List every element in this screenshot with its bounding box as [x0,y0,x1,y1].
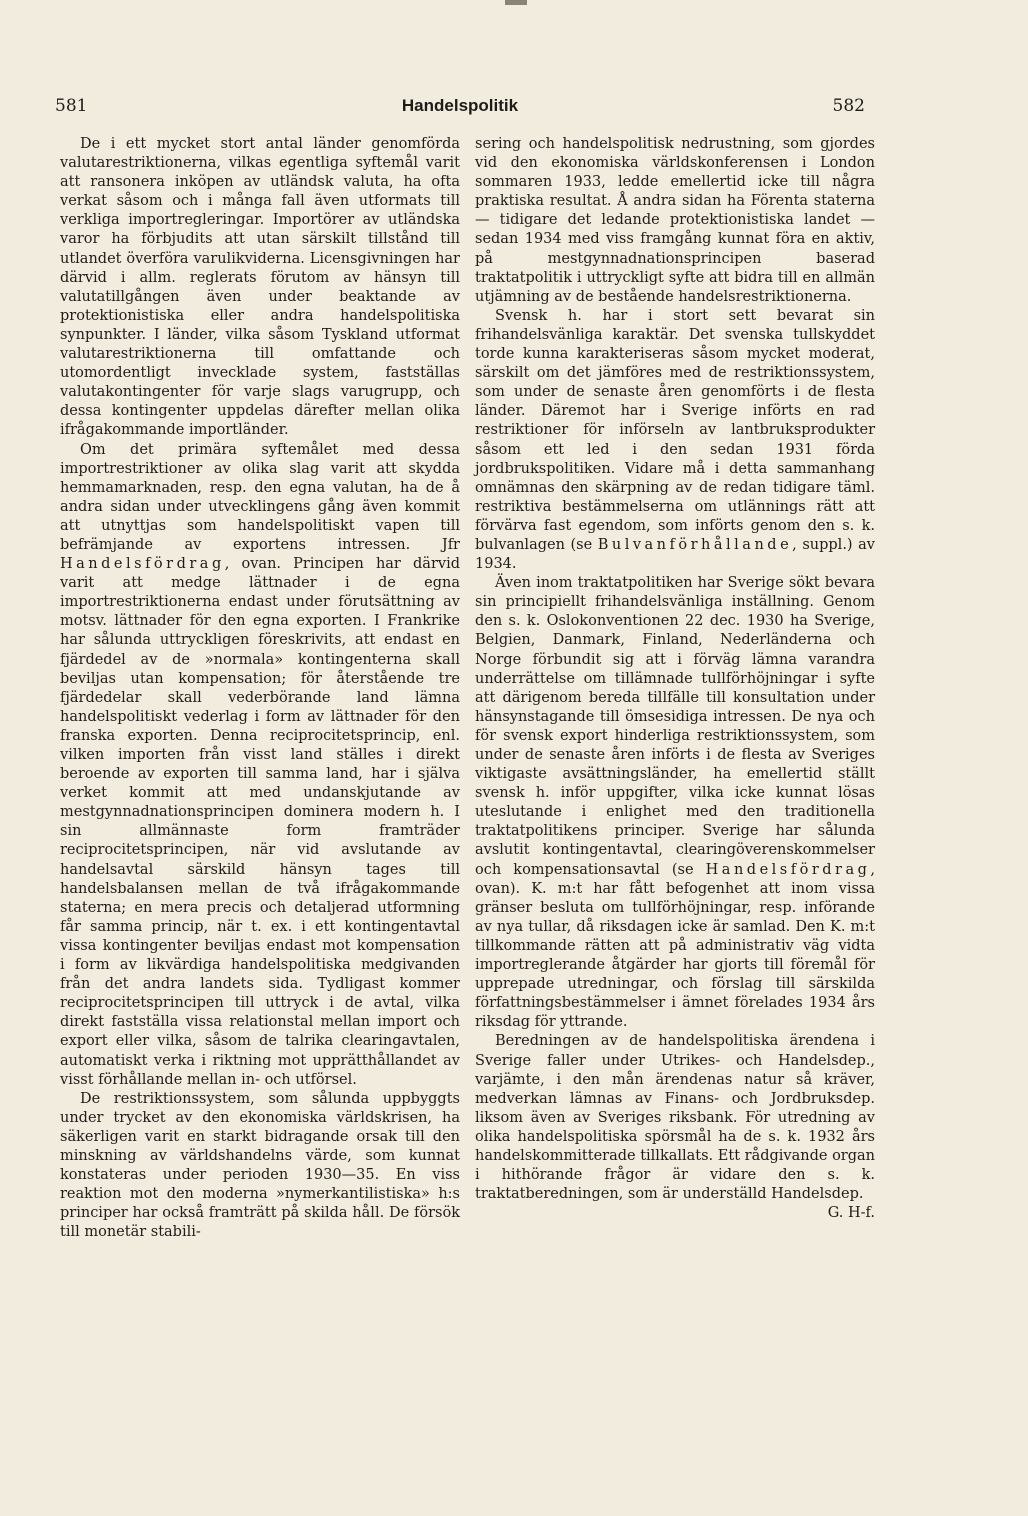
right-column [475,135,875,1223]
paragraph: sering och handelspolitisk nedrustning, som gjordes vid den ekonomiska världskonferensen i London sommaren 1933, ledde emellertid icke till några praktiska resultat. Å andra sidan ha Förenta staterna — tidigare det ledande protektionistiska landet — sedan 1934 med viss framgång kunnat föra en aktiv, på mestgynnadnationsprincipen baserad traktatpolitik i uttryckligt syfte att bidra till en allmän utjämning av de bestående handelsrestriktionerna. [475,136,875,305]
paragraph [475,307,875,574]
left-column [60,135,460,1242]
page-header [55,96,865,122]
paragraph: De i ett mycket stort antal länder genomförda valutarestriktionerna, vilkas egentliga syftemål varit att ransonera inköpen av utländsk valuta, ha ofta verkat såsom och i många fall även utformats till verkliga importregleringar. Importörer av utländska varor ha förbjudits att utan särskilt tillstånd till utlandet överföra varulikviderna. Licensgivningen har därvid i allm. reglerats förutom av hänsyn till valutatillgången även under beaktande av protektionistiska eller andra handelspolitiska synpunkter. I länder, vilka såsom Tyskland utformat valutarestriktionerna till omfattande och utomordentligt invecklade system, fastställas valutakontingenter för varje slags varugrupp, och dessa kontingenter uppdelas därefter mellan olika ifrågakommande importländer. [60,136,460,439]
running-title: Handelspolitik [401,96,519,115]
paragraph-text: , ovan). K. m:t har fått befogenhet att inom vissa gränser besluta om tullförhöjningar, resp. införande av nya tullar, då riksdagen icke är samlad. Den K. m:t tillkommande rätten att på administrativ väg vidta importreglerande åtgärder har gjorts till föremål för upprepade utredningar, och förslag till särskilda författningsbestämmelser i ämnet förelades 1934 års riksdag för yttrande. [475,861,876,1031]
cross-reference: Bulvanförhållande [597,536,793,553]
page-number-left: 581 [55,96,88,116]
page-number-right: 582 [832,96,865,116]
paragraph: De restriktionssystem, som sålunda uppbyggts under trycket av den ekonomiska världskrisen, ha säkerligen varit en starkt bidragande orsak till den minskning av världshandelns värde, som kunnat konstateras under perioden 1930—35. En viss reaktion mot den moderna »nymerkantilistiska» h:s principer har också framträtt på skilda håll. De försök till monetär stabili- [60,1090,460,1241]
cross-reference: Handelsfördrag [60,556,225,573]
paragraph-text: Beredningen av de handelspolitiska ärendena i Sverige faller under Utrikes- och Handelsdep., varjämte, i den mån ärendenas natur så kräver, medverkan lämnas av Finans- och Jordbruksdep. liksom även av Sveriges riksbank. För utredning av olika handelspolitiska spörsmål ha de s. k. 1932 års handelskommitterade tillkallats. Ett rådgivande organ i hithörande frågor är vidare den s. k. traktatberedningen, som är underställd Handelsdep. [475,1033,875,1203]
scan-mark [505,0,527,5]
paragraph-text: Om det primära syftemålet med dessa importrestriktioner av olika slag varit att skydda hemmamarknaden, resp. den egna valutan, ha de å andra sidan under utvecklingens gång även kommit att utnyttjas som handelspolitiskt vapen till befrämjande av exportens intressen. Jfr [60,441,460,553]
paragraph [60,441,460,1090]
paragraph [475,574,875,1032]
paragraph-text: , ovan. Principen har därvid varit att medge lättnader i de egna importrestriktionerna endast under förutsättning av motsv. lättnader för den egna exporten. I Frankrike har sålunda uttryckligen föreskrivits, att endast en fjärdedel av de »normala» kontingenterna skall beviljas utan kompensation; för återstående tre fjärdedelar skall vederbörande land lämna handelspolitiskt vederlag i form av lättnader för den franska exporten. Denna reciprocitetsprincip, enl. vilken importen från visst land ställes i direkt beroende av exporten till samma land, har i själva verket kommit att med undanskjutande av mestgynnadnationsprincipen dominera modern h. I sin allmännaste form framträder reciprocitetsprincipen, när vid avslutande av handelsavtal särskild hänsyn tages till handelsbalansen mellan de två ifrågakommande staterna; en mera precis och detaljerad utformning får samma princip, när t. ex. i ett kontingentavtal vissa kontingenter beviljas endast mot kompensation i form av likvärdiga handelspolitiska medgivanden från det andra landets sida. Tydligast kommer reciprocitetsprincipen till uttryck i de avtal, vilka direkt fastställa vissa relationstal mellan import och export eller vilka, såsom de talrika clearingavtalen, automatiskt verka i riktning mot upprätthållandet av visst förhållande mellan in- och utförsel. [60,556,460,1088]
author-signature: G. H-f. [827,1205,875,1222]
paragraph-text: , suppl.) av 1934. [475,536,875,573]
paragraph-text: Även inom traktatpolitiken har Sverige sökt bevara sin principiellt frihandelsvänliga inställning. Genom den s. k. Oslokonventionen 22 dec. 1930 ha Sverige, Belgien, Danmark, Finland, Nederländerna och Norge förbundit sig att i förväg lämna varandra underrättelse om tillämnade tullförhöjningar i syfte att därigenom bereda tillfälle till konsultation under hänsynstagande till ömsesidiga intressen. De nya och för svensk export hinderliga restriktionssystem, som under de senaste åren införts i de flesta av Sveriges viktigaste avsättningsländer, ha emellertid ställt svensk h. inför uppgifter, vilka icke kunnat lösas uteslutande i enlighet med den traditionella traktatpolitikens principer. Sverige har sålunda avslutit kontingentavtal, clearingöverenskommelser och kompensationsavtal (se [475,575,875,878]
cross-reference: Handelsfördrag [705,861,871,878]
paragraph [475,1032,875,1222]
paragraph-text: Svensk h. har i stort sett bevarat sin frihandelsvänliga karaktär. Det svenska tullskyddet torde kunna karakteriseras såsom mycket moderat, särskilt om det jämföres med de restriktionssystem, som under de senaste åren genomförts i de flesta länder. Däremot har i Sverige införts en rad restriktioner för införseln av lantbruksprodukter såsom ett led i den sedan 1931 förda jordbrukspolitiken. Vidare må i detta sammanhang omnämnas den skärpning av de redan tidigare täml. restriktiva bestämmelserna om utlännings rätt att förvärva fast egendom, som införts genom den s. k. bulvanlagen (se [475,307,875,553]
